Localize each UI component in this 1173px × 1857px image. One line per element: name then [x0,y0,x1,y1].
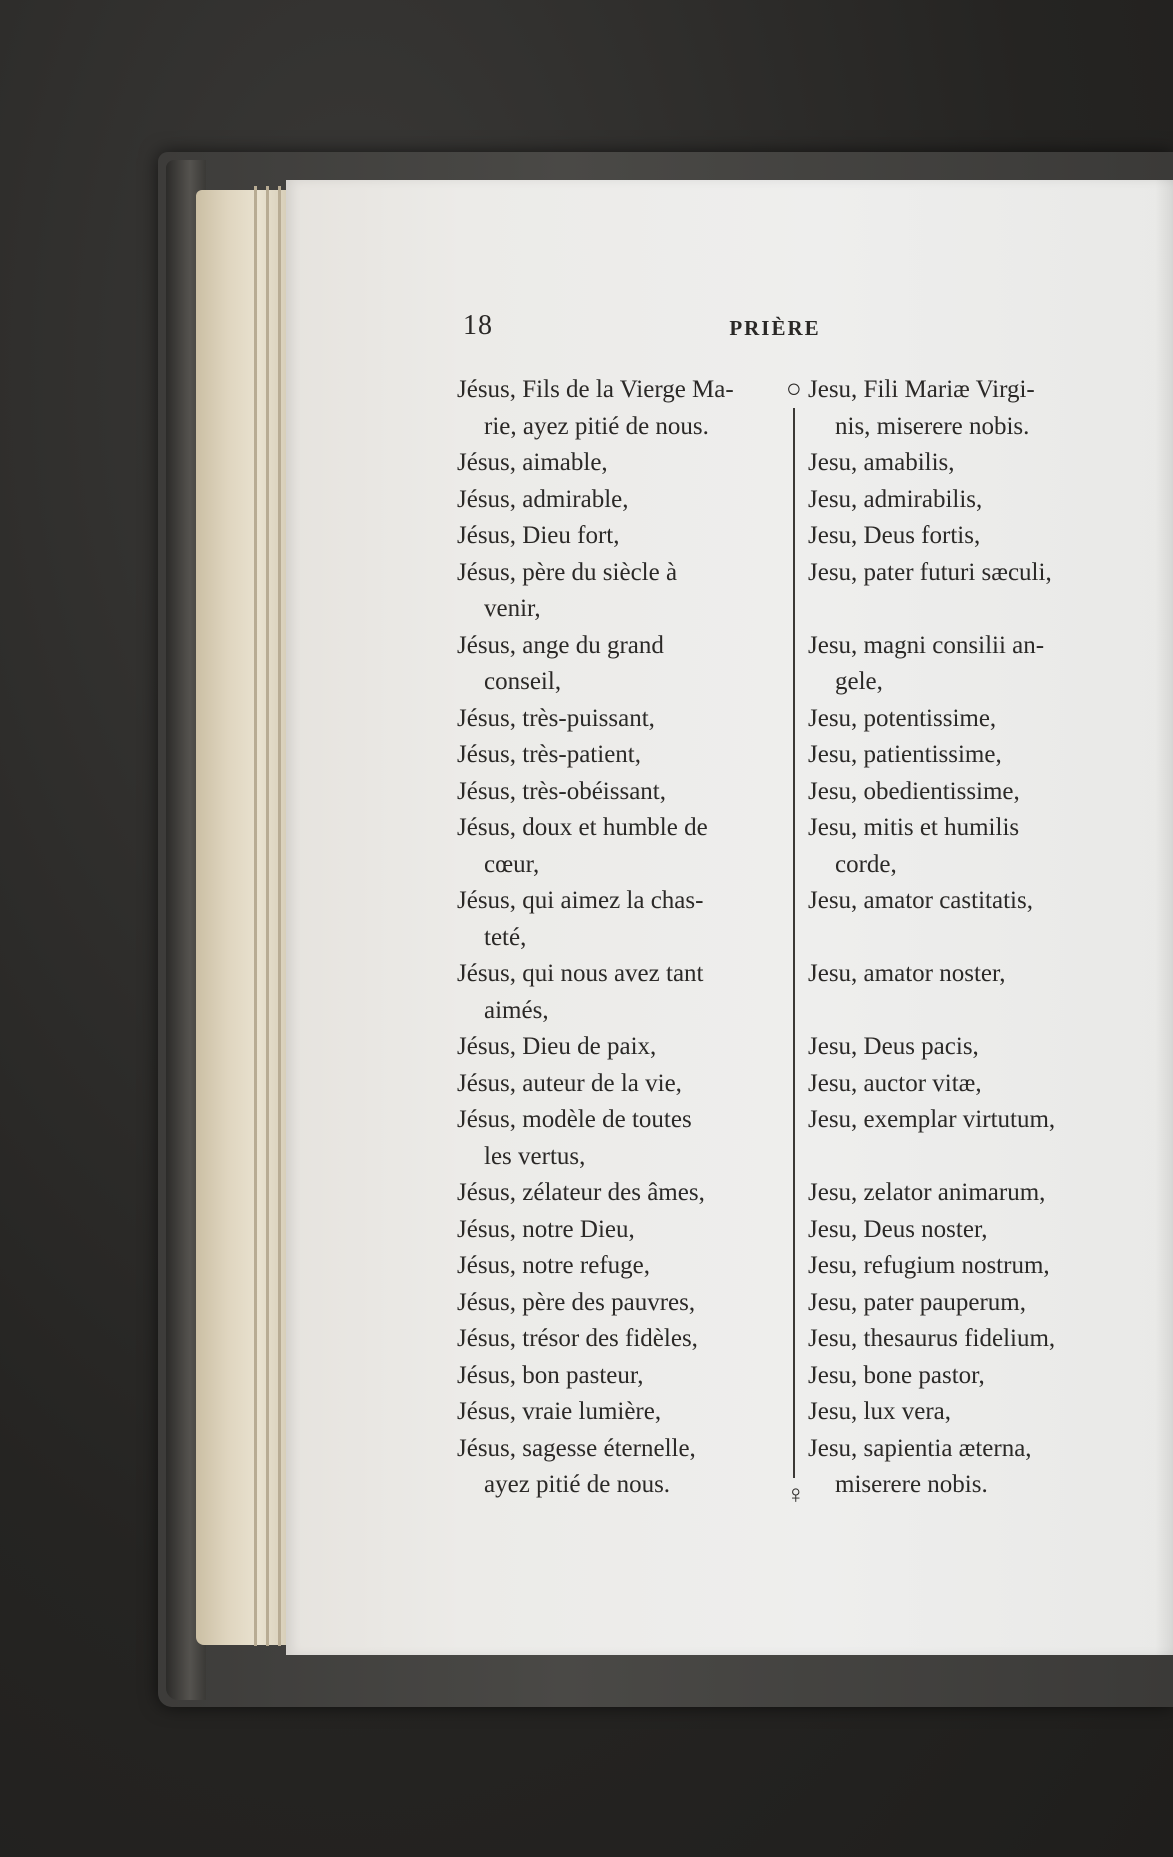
latin-litany-line: miserere nobis. [835,1471,988,1498]
latin-litany-line: Jesu, Fili Mariæ Virgi- [808,376,1035,403]
french-litany-line: Jésus, Dieu de paix, [457,1033,657,1060]
french-litany-line: Jésus, bon pasteur, [457,1361,644,1389]
latin-litany-line: Jesu, Deus noster, [808,1215,988,1243]
column-divider [793,408,795,1478]
french-litany-line: Jésus, père du siècle à [457,558,678,586]
latin-litany-line: Jesu, amator noster, [808,960,1006,987]
french-litany-line: Jésus, modèle de toutes [457,1106,692,1133]
french-litany-line: Jésus, sagesse éternelle, [457,1434,696,1462]
latin-litany-line [808,993,1138,1030]
brace-bottom-ornament: ♀ [786,1480,806,1509]
latin-litany-line: Jesu, potentissime, [808,704,997,732]
latin-litany-line: Jesu, admirabilis, [808,485,983,513]
latin-litany-line: Jesu, Deus fortis, [808,522,981,549]
latin-litany-line: Jesu, sapientia æterna, [808,1434,1032,1462]
latin-litany-line: Jesu, lux vera, [808,1398,952,1425]
french-litany-line: Jésus, trésor des fidèles, [457,1325,698,1352]
french-litany-line: Jésus, Fils de la Vierge Ma- [457,376,734,403]
french-litany-line: Jésus, aimable, [457,449,608,476]
latin-litany-line: Jesu, Deus pacis, [808,1033,979,1060]
latin-litany-line: Jesu, zelator animarum, [808,1179,1046,1206]
latin-litany-line: gele, [835,668,883,695]
page-number: 18 [463,310,493,341]
brace-top-ornament: ○ [786,374,802,403]
french-litany-line: Jésus, auteur de la vie, [457,1069,682,1097]
french-litany-line: conseil, [484,668,562,695]
french-litany-line: Jésus, très-obéissant, [457,777,666,805]
latin-litany-line: Jesu, pater futuri sæculi, [808,558,1052,586]
latin-litany-line: nis, miserere nobis. [835,412,1030,440]
french-litany-line: Jésus, zélateur des âmes, [457,1179,705,1206]
latin-litany-line: corde, [835,850,897,878]
page-edge-line [278,186,281,1646]
french-litany-line: Jésus, admirable, [457,485,629,513]
latin-litany-line: Jesu, bone pastor, [808,1361,985,1389]
french-litany-line: Jésus, qui nous avez tant [457,960,704,987]
french-litany-line: ayez pitié de nous. [484,1471,671,1498]
french-litany-line: rie, ayez pitié de nous. [484,412,709,440]
latin-litany-line: Jesu, thesaurus fidelium, [808,1325,1056,1352]
page-gutter-shadow [1155,180,1173,1655]
french-litany-line: aimés, [484,996,549,1024]
latin-litany-line: Jesu, patientissime, [808,741,1002,768]
latin-litany-line: Jesu, pater pauperum, [808,1288,1026,1316]
latin-litany-line: Jesu, amabilis, [808,449,955,476]
latin-litany-line [808,1139,1138,1176]
french-litany-line: Jésus, Dieu fort, [457,522,620,549]
latin-litany-line [808,920,1138,957]
latin-litany-line: Jesu, mitis et humilis [808,814,1020,841]
french-litany-line: venir, [484,595,541,622]
page-edge-line [266,186,269,1646]
french-litany-line: Jésus, doux et humble de [457,814,708,841]
latin-column [808,372,1138,1504]
french-litany-line: Jésus, père des pauvres, [457,1288,696,1316]
latin-litany-line: Jesu, obedientissime, [808,777,1020,805]
french-litany-line: Jésus, très-patient, [457,741,641,768]
french-column [457,372,782,1504]
page-block-edge [196,190,286,1645]
french-litany-line: Jésus, vraie lumière, [457,1398,662,1425]
french-litany-line: Jésus, ange du grand [457,631,664,659]
french-litany-line: cœur, [484,850,540,878]
latin-litany-line [808,591,1138,628]
running-head: PRIÈRE [729,316,821,340]
latin-litany-line: Jesu, exemplar virtutum, [808,1106,1056,1133]
page-edge-line [254,186,257,1646]
latin-litany-line: Jesu, refugium nostrum, [808,1252,1050,1279]
french-litany-line: teté, [484,923,527,951]
french-litany-line: les vertus, [484,1142,586,1170]
latin-litany-line: Jesu, magni consilii an- [808,631,1045,659]
latin-litany-line: Jesu, auctor vitæ, [808,1069,982,1097]
french-litany-line: Jésus, qui aimez la chas- [457,887,704,914]
french-litany-line: Jésus, notre Dieu, [457,1215,635,1243]
latin-litany-line: Jesu, amator castitatis, [808,887,1033,914]
french-litany-line: Jésus, notre refuge, [457,1252,650,1279]
french-litany-line: Jésus, très-puissant, [457,704,655,732]
